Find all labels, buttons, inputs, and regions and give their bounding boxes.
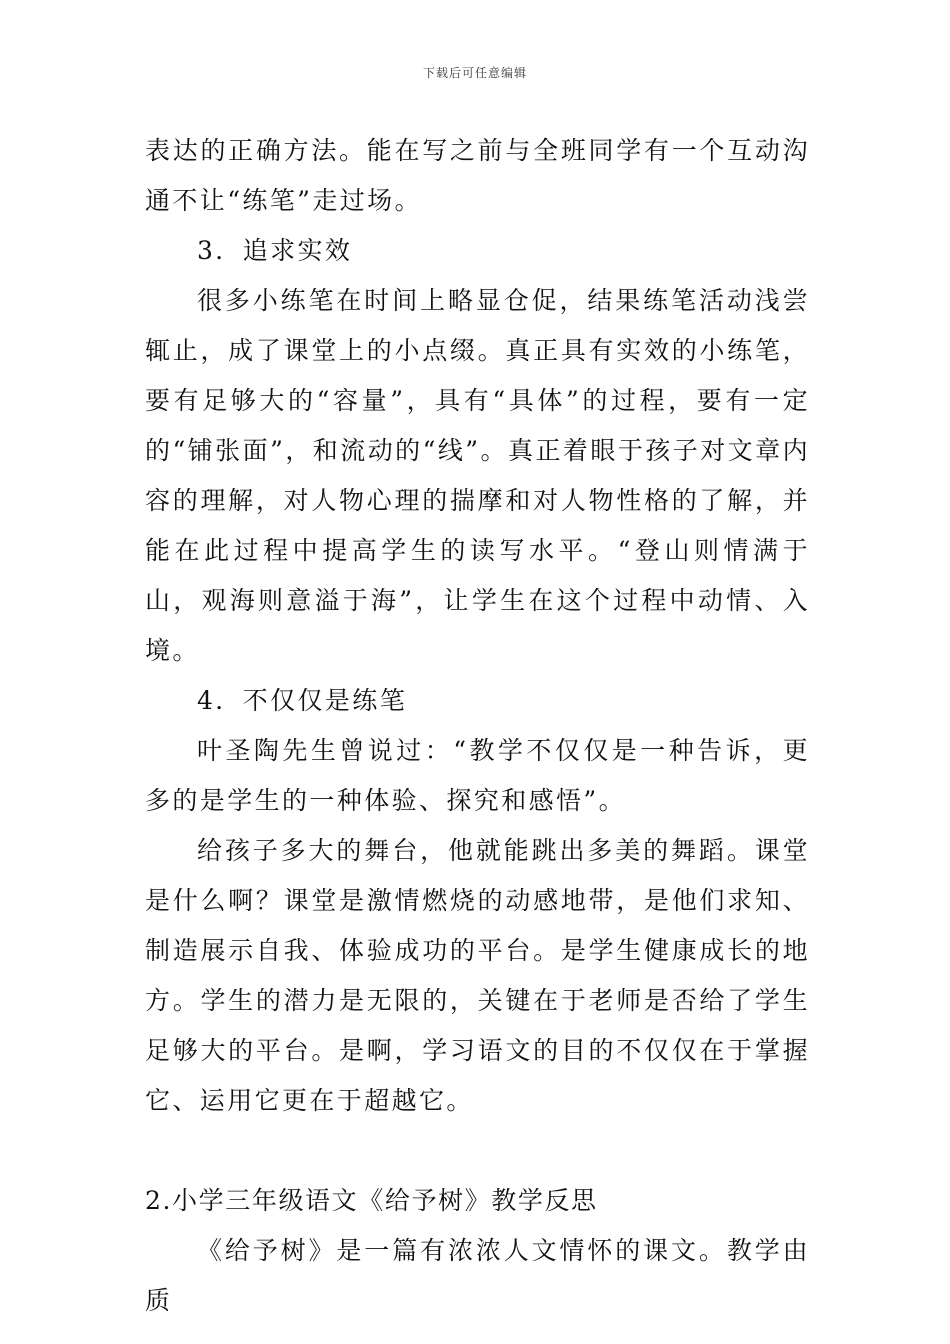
subheading-3: 3．追求实效 — [197, 236, 353, 265]
paragraph-continuation: 表达的正确方法。能在写之前与全班同学有一个互动沟通不让“练笔”走过场。 — [145, 136, 810, 215]
subheading-4: 4．不仅仅是练笔 — [197, 686, 408, 715]
document-body — [145, 126, 810, 1326]
section-2-title: 2.小学三年级语文《给予树》教学反思 — [145, 1186, 598, 1215]
paragraph-effectiveness: 很多小练笔在时间上略显仓促，结果练笔活动浅尝辄止，成了课堂上的小点缀。真正具有实效的小练笔，要有足够大的“容量”，具有“具体”的过程，要有一定的“铺张面”，和流动的“线”。真正着眼于孩子对文章内容的理解，对人物心理的揣摩和对人物性格的了解，并能在此过程中提高学生的读写水平。“登山则情满于山，观海则意溢于海”，让学生在这个过程中动情、入境。 — [145, 286, 810, 665]
page-header: 下载后可任意编辑 — [422, 66, 527, 80]
paragraph-giving-tree: 《给予树》是一篇有浓浓人文情怀的课文。教学由质 — [145, 1236, 810, 1315]
paragraph-quote: 叶圣陶先生曾说过：“教学不仅仅是一种告诉，更多的是学生的一种体验、探究和感悟”。 — [145, 736, 810, 815]
paragraph-stage: 给孩子多大的舞台，他就能跳出多美的舞蹈。课堂是什么啊？课堂是激情燃烧的动感地带，是他们求知、制造展示自我、体验成功的平台。是学生健康成长的地方。学生的潜力是无限的，关键在于老师是否给了学生足够大的平台。是啊，学习语文的目的不仅仅在于掌握它、运用它更在于超越它。 — [145, 836, 810, 1115]
section-gap — [145, 1126, 810, 1176]
